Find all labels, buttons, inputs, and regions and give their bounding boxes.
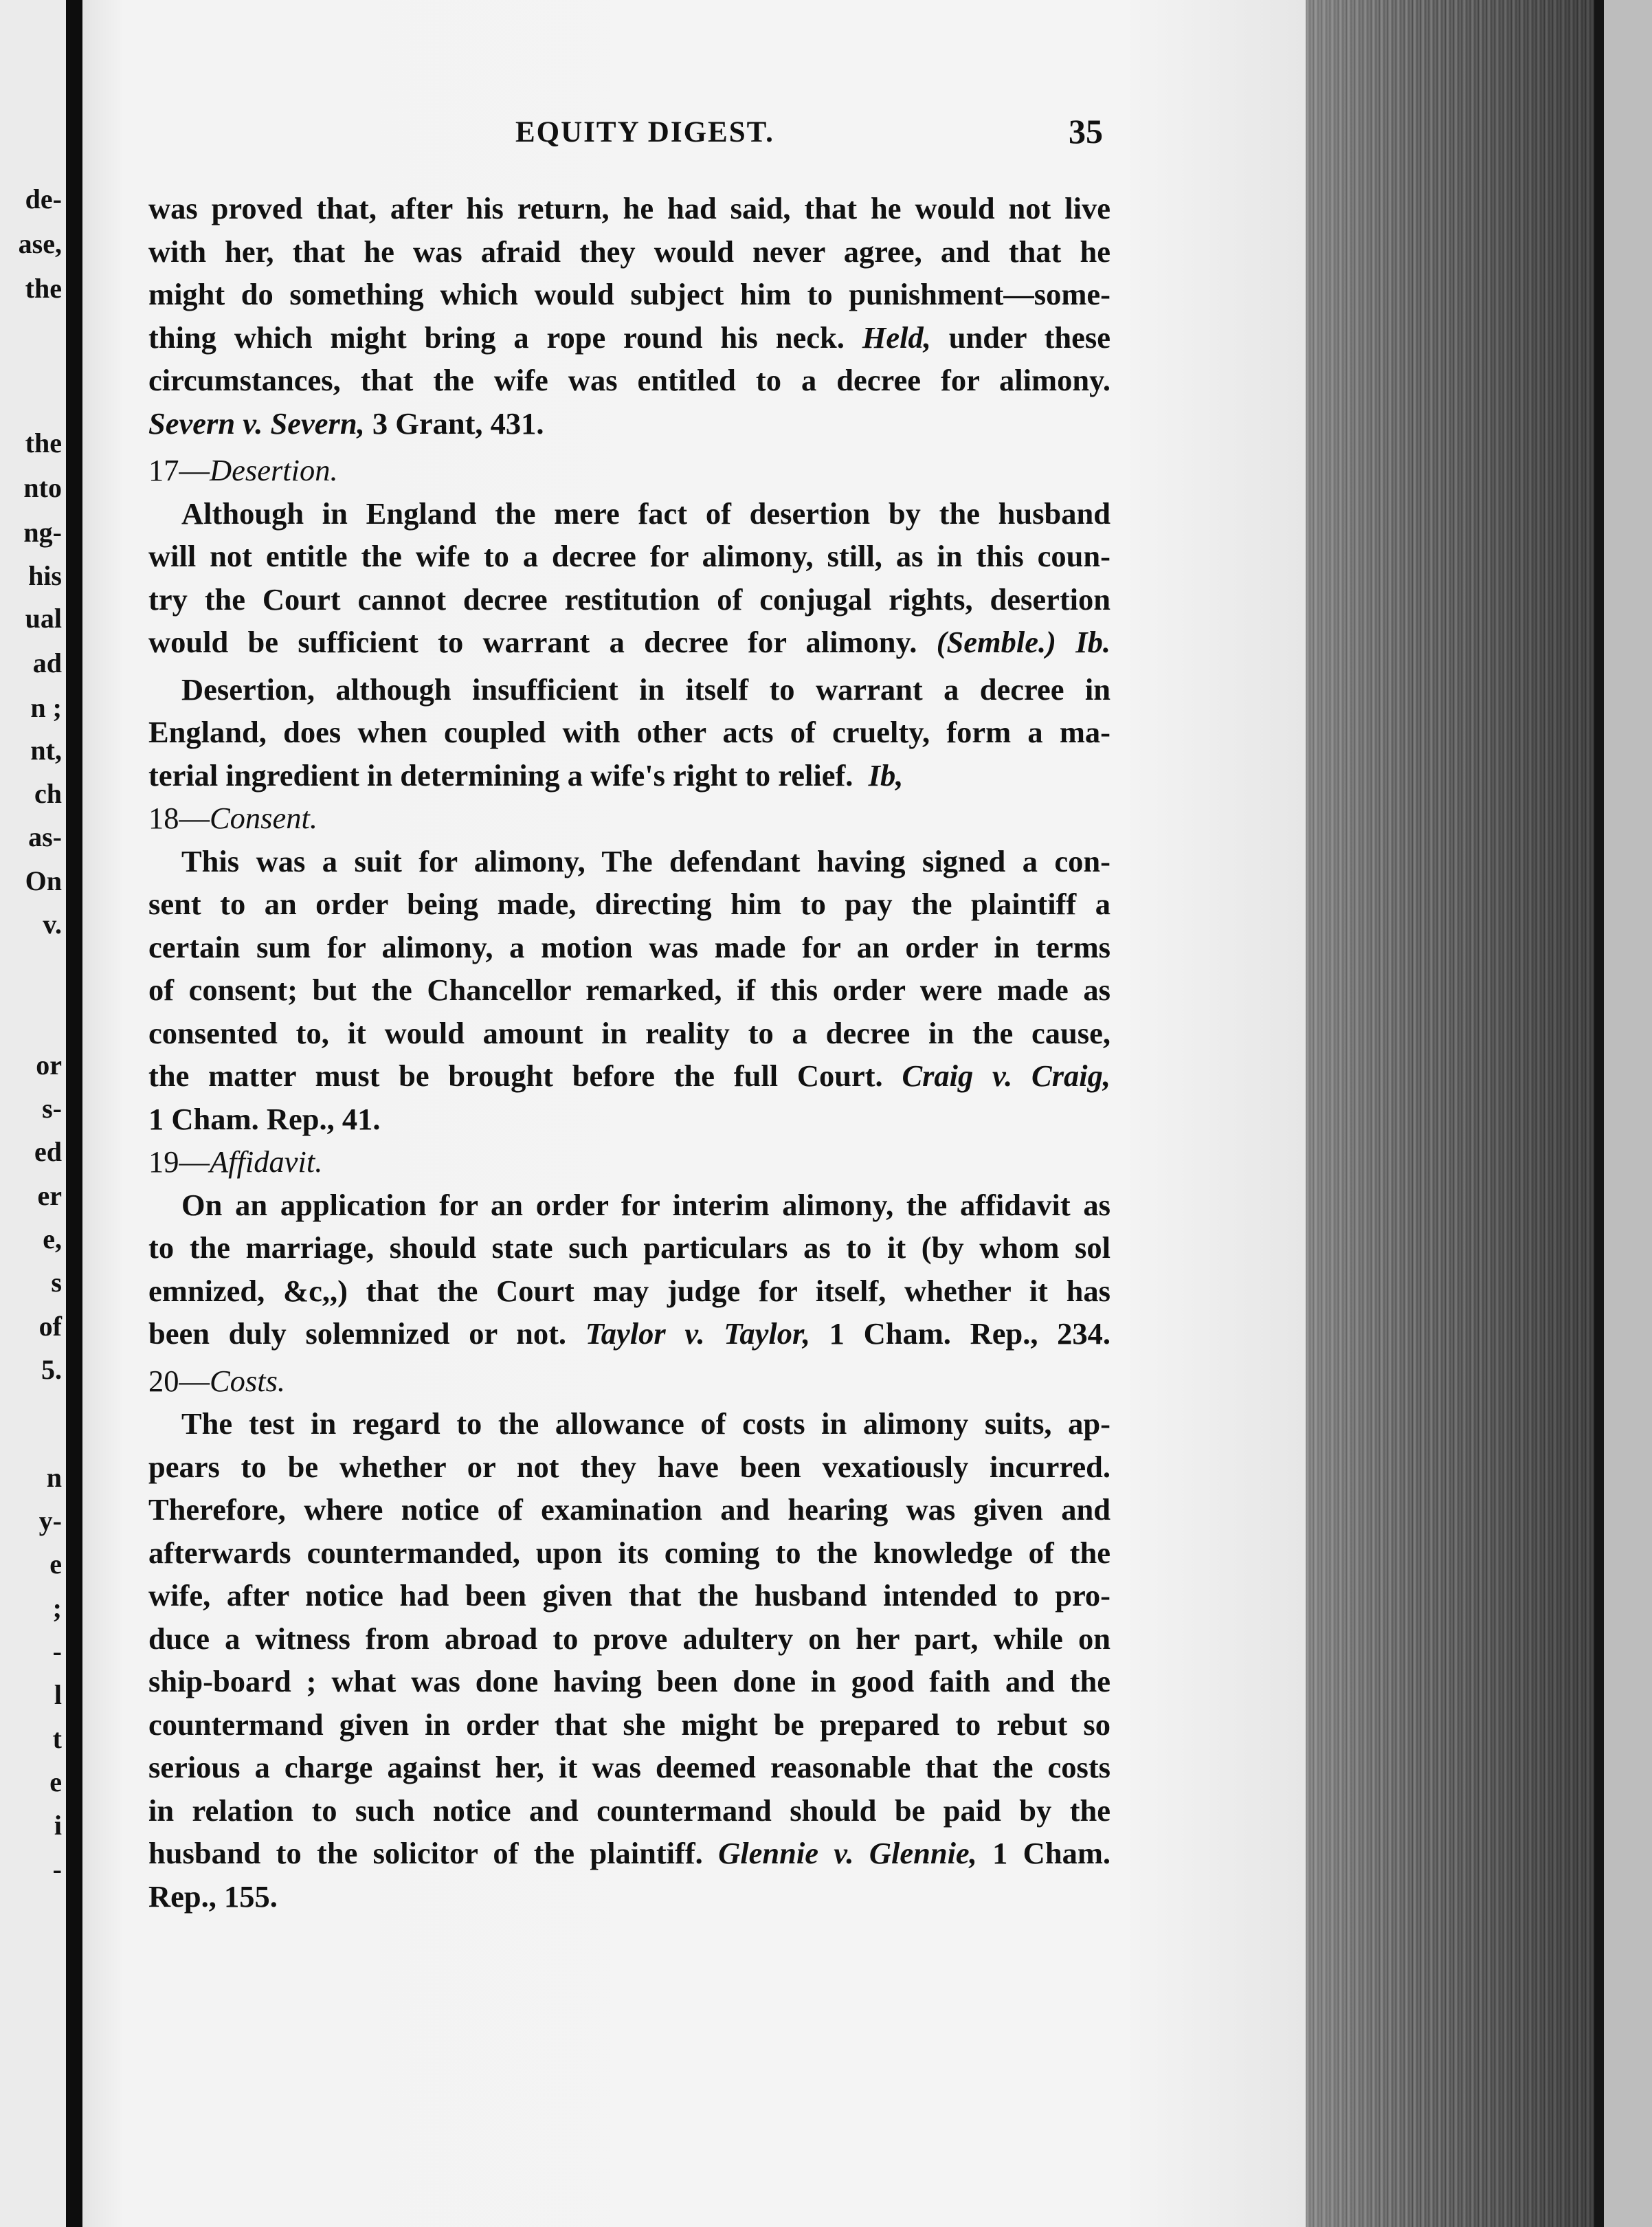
section-heading [148,1360,1110,1403]
text-line: duce a witness from abroad to prove adultery on her part, while on [148,1621,1110,1656]
case-reference: 1 Cham. Rep., 234. [829,1316,1111,1351]
left-page-fragment: y- [38,1505,62,1536]
text-line [148,754,1110,797]
left-page-fragment: or [36,1050,62,1081]
left-page-fragment: n ; [30,692,62,723]
text-line: will not entitle the wife to a decree for alimony, still, as in this coun- [148,539,1110,573]
section-heading [148,797,1110,840]
left-page-fragment: - [52,1636,62,1667]
left-page-fragment: t [52,1723,62,1754]
case-name: Severn v. Severn, [148,406,365,441]
left-page-fragment: er [37,1180,62,1211]
left-page-fragment: s [51,1267,62,1298]
text-line: pears to be whether or not they have been vexatiously incurred. [148,1449,1110,1484]
section-number: 20— [148,1363,210,1398]
text-span: under these [948,320,1110,355]
text-line: circumstances, that the wife was entitled to a decree for alimony. [148,363,1110,397]
left-page-fragment: e [49,1549,62,1580]
left-page-fragment: ch [34,778,62,809]
text-line: with her, that he was afraid they would never agree, and that he [148,234,1110,269]
citation-line: 1 Cham. Rep., 41. [148,1101,381,1136]
ibid: Ib. [1075,625,1110,659]
book-gutter [66,0,82,2227]
page-number: 35 [1069,112,1103,151]
section-title: Consent. [210,801,317,835]
case-reference: 1 Cham. [992,1836,1111,1870]
section-number: 17— [148,453,210,487]
left-page-fragment: i [54,1810,62,1841]
text-line: On an application for an order for interim alimony, the affidavit as [181,1187,1110,1222]
semble-note: (Semble.) [936,625,1056,659]
held-term: Held, [862,320,931,355]
citation-line: Rep., 155. [148,1879,278,1914]
section-20 [148,1360,1110,1918]
text-line: try the Court cannot decree restitution of conjugal rights, desertion [148,581,1110,617]
case-name: Taylor v. Taylor, [585,1316,810,1351]
text-line: This was a suit for alimony, The defendant having signed a con- [181,843,1110,878]
left-page-edge [0,0,66,2227]
left-page-fragment: n [46,1462,62,1493]
left-page-fragment: ase, [18,228,62,259]
left-page-fragment: v. [43,909,62,940]
text-line: sent to an order being made, directing him to pay the plaintiff a [148,887,1110,921]
left-page-fragment: e, [43,1223,62,1254]
text-line: emnized, &c,,) that the Court may judge for itself, whether it has [148,1273,1110,1308]
citation-line [148,402,1110,445]
text-line: Although in England the mere fact of desertion by the husband [181,496,1110,531]
left-page-fragment: ng- [23,517,62,548]
left-page-fragment: ; [52,1593,62,1624]
text-line: afterwards countermanded, upon its coming to the knowledge of the [148,1535,1110,1570]
left-page-fragment: the [25,428,62,458]
text-line: was proved that, after his return, he had said, that he would not live [148,191,1110,225]
text-line: England, does when coupled with other acts of cruelty, form a ma- [148,715,1110,749]
text-span: the matter must be brought before the full Court. [148,1059,883,1093]
text-line: serious a charge against her, it was deemed reasonable that the costs [148,1750,1110,1784]
text-line: in relation to such notice and countermand should be paid by the [148,1793,1110,1828]
left-page-fragment: de- [25,184,62,214]
left-page-fragment: s- [42,1093,62,1124]
text-line: consented to, it would amount in reality to a decree in the cause, [148,1015,1110,1050]
text-line: Desertion, although insufficient in itself to warrant a decree in [181,672,1110,707]
page-body [148,187,1110,1918]
page-header [82,112,1103,157]
text-line [148,1832,1110,1875]
text-line: of consent; but the Chancellor remarked, if this order were made as [148,973,1110,1007]
text-line: The test in regard to the allowance of costs in alimony suits, ap- [181,1406,1110,1441]
left-page-fragment: On [25,865,62,896]
section-number: 19— [148,1144,210,1179]
left-page-fragment: as- [28,821,62,852]
left-page-fragment: ad [32,647,62,678]
section-title: Desertion. [210,453,338,487]
section-number: 18— [148,801,210,835]
section-title: Costs. [210,1363,286,1398]
text-line: certain sum for alimony, a motion was made for an order in terms [148,929,1110,964]
text-span: terial ingredient in determining a wife's right to relief. [148,757,853,793]
section-heading [148,449,1110,492]
case-name: Glennie v. Glennie, [718,1836,977,1870]
left-page-fragment: - [52,1854,62,1885]
text-span: husband to the solicitor of the plaintiff. [148,1836,703,1870]
text-span: been duly solemnized or not. [148,1316,567,1351]
section-17 [148,449,1110,797]
text-line: might do something which would subject him to punishment—some- [148,277,1110,311]
left-page-fragment: nto [23,472,62,503]
text-line [148,316,1110,359]
ibid: Ib, [868,757,904,793]
text-line: wife, after notice had been given that the husband intended to pro- [148,1578,1110,1613]
left-page-fragment: l [54,1679,62,1710]
text-span: would be sufficient to warrant a decree for alimony. [148,625,917,659]
left-page-fragment: his [28,560,62,591]
section-18 [148,797,1110,1140]
left-page-fragment: 5. [41,1354,62,1385]
text-line: to the marriage, should state such particulars as to it (by whom sol [148,1230,1110,1265]
section-19 [148,1140,1110,1355]
left-page-fragment: ed [34,1136,62,1167]
text-line: Therefore, where notice of examination and hearing was given and [148,1492,1110,1527]
left-page-fragment: ual [25,603,62,634]
text-line [148,1054,1110,1098]
section-heading [148,1140,1110,1184]
text-line [148,621,1110,664]
left-page-fragment: of [38,1311,62,1342]
text-span: thing which might bring a rope round his neck. [148,320,845,355]
case-reference: 3 Grant, 431. [372,406,544,441]
running-head: EQUITY DIGEST. [515,116,774,148]
scan-border [1594,0,1652,2227]
case-name: Craig v. Craig, [902,1059,1111,1093]
left-page-fragment: nt, [30,735,62,766]
text-line: countermand given in order that she might be prepared to rebut so [148,1707,1110,1742]
section-16-continuation [148,187,1110,445]
left-page-fragment: the [25,273,62,304]
section-title: Affidavit. [210,1144,323,1179]
text-line [148,1312,1110,1355]
page-edges [1306,0,1594,2227]
text-line: ship-board ; what was done having been done in good faith and the [148,1664,1110,1698]
left-page-fragment: e [49,1766,62,1797]
